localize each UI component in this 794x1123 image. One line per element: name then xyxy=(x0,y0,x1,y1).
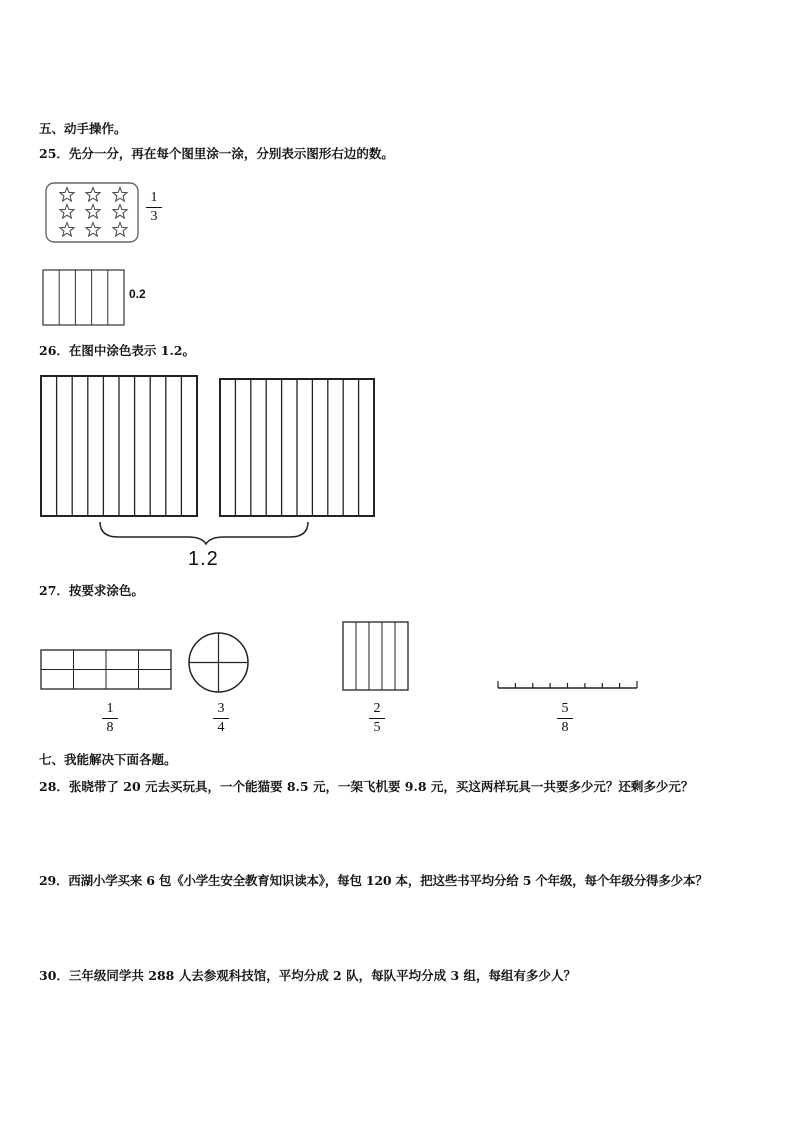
star-icon xyxy=(113,223,127,237)
curly-brace xyxy=(100,522,308,544)
fraction-bar xyxy=(369,718,385,719)
fraction-numerator: 3 xyxy=(217,701,225,716)
five-strip-square xyxy=(342,621,410,692)
star-icon xyxy=(86,223,100,237)
strip-rect-border xyxy=(43,270,124,325)
section-5-heading: 五、动手操作。 xyxy=(39,121,127,136)
question-27-text: 27．按要求涂色。 xyxy=(39,583,144,598)
question-26-text: 26．在图中涂色表示 1.2。 xyxy=(39,343,195,358)
star-icon xyxy=(60,205,74,219)
star-grid-figure xyxy=(45,182,140,244)
number-line-segment xyxy=(496,678,640,692)
five-strip-rectangle xyxy=(42,269,126,327)
star-icon xyxy=(113,205,127,219)
eight-part-rectangle xyxy=(40,649,173,691)
star-icon xyxy=(60,223,74,237)
question-25-text: 25．先分一分，再在每个图里涂一涂，分别表示图形右边的数。 xyxy=(39,146,394,161)
fraction-denominator: 3 xyxy=(150,209,158,224)
fraction-bar xyxy=(102,718,118,719)
star-icon xyxy=(113,188,127,202)
fraction-bar xyxy=(146,207,162,208)
fraction-one-third xyxy=(144,190,164,225)
question-30-text: 30．三年级同学共 288 人去参观科技馆，平均分成 2 队，每队平均分成 3 组，每组有多少人？ xyxy=(39,968,576,983)
fraction-denominator: 5 xyxy=(373,720,381,735)
fraction-bar xyxy=(557,718,573,719)
fraction-bar xyxy=(213,718,229,719)
star-group xyxy=(60,188,127,237)
fraction-numerator: 1 xyxy=(106,701,114,716)
fraction-one-eighth xyxy=(100,701,120,736)
bar-label-0-2: 0.2 xyxy=(129,287,146,301)
star-icon xyxy=(60,188,74,202)
fraction-denominator: 8 xyxy=(106,720,114,735)
fraction-five-eighths xyxy=(555,701,575,736)
two-ten-strip-rectangles xyxy=(38,374,380,546)
four-part-circle xyxy=(187,631,250,694)
fraction-numerator: 5 xyxy=(561,701,569,716)
question-29-text: 29．西湖小学买来 6 包《小学生安全教育知识读本》，每包 120 本，把这些书平均分给 5 个年级，每个年级分得多少本？ xyxy=(39,873,708,888)
question-28-text: 28．张晓带了 20 元去买玩具，一个能猫要 8.5 元，一架飞机要 9.8 元，买这两样玩具一共要多少元？还剩多少元？ xyxy=(39,779,694,794)
star-icon xyxy=(86,205,100,219)
fraction-numerator: 2 xyxy=(373,701,381,716)
fraction-denominator: 4 xyxy=(217,720,225,735)
section-7-heading: 七、我能解决下面各题。 xyxy=(39,752,177,767)
fraction-numerator: 1 xyxy=(150,190,158,205)
star-icon xyxy=(86,188,100,202)
fraction-denominator: 8 xyxy=(561,720,569,735)
brace-label-1-2: 1.2 xyxy=(188,548,219,570)
fraction-two-fifths xyxy=(367,701,387,736)
fraction-three-quarters xyxy=(211,701,231,736)
